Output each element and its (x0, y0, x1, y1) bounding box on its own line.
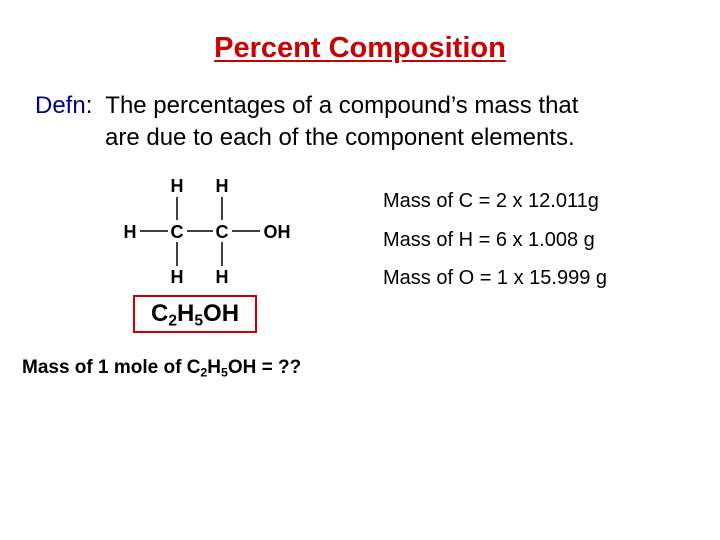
atom-c-left: C (170, 222, 184, 242)
mass-list (383, 190, 607, 306)
formula-h: H (177, 300, 195, 327)
mole-mass-h-subscript: 5 (221, 365, 228, 380)
atom-h-top-left: H (170, 176, 184, 196)
mass-of-hydrogen: Mass of H = 6 x 1.008 g (383, 228, 595, 251)
atom-h-left: H (123, 222, 137, 242)
formula-c: C (150, 300, 169, 327)
mole-mass-prefix: Mass of 1 mole of C (22, 357, 201, 378)
atom-c-right: C (215, 222, 229, 242)
formula-c-subscript: 2 (168, 312, 177, 330)
formula-h-subscript: 5 (194, 312, 204, 330)
mole-mass-h: H (207, 357, 222, 378)
mole-mass-suffix: OH = ?? (227, 357, 302, 378)
page-title: Percent Composition (214, 32, 506, 64)
atom-h-top-right: H (215, 176, 229, 196)
definition-line-2: are due to each of the component elements. (105, 124, 575, 151)
mole-mass-c-subscript: 2 (200, 365, 208, 380)
mass-of-carbon: Mass of C = 2 x 12.011g (383, 190, 599, 212)
molecular-formula-box (133, 295, 257, 333)
ethanol-structure-diagram (110, 170, 310, 295)
definition-separator: : (85, 92, 106, 119)
atom-h-bottom-left: H (170, 267, 184, 287)
atom-oh: OH (263, 222, 291, 242)
mass-of-oxygen: Mass of O = 1 x 15.999 g (383, 267, 608, 289)
definition (35, 90, 715, 154)
atom-h-bottom-right: H (215, 267, 229, 287)
mole-mass-question (22, 357, 301, 379)
definition-line-1: The percentages of a compound’s mass that (105, 92, 579, 119)
definition-term: Defn (35, 92, 86, 119)
formula-oh: OH (203, 300, 240, 327)
